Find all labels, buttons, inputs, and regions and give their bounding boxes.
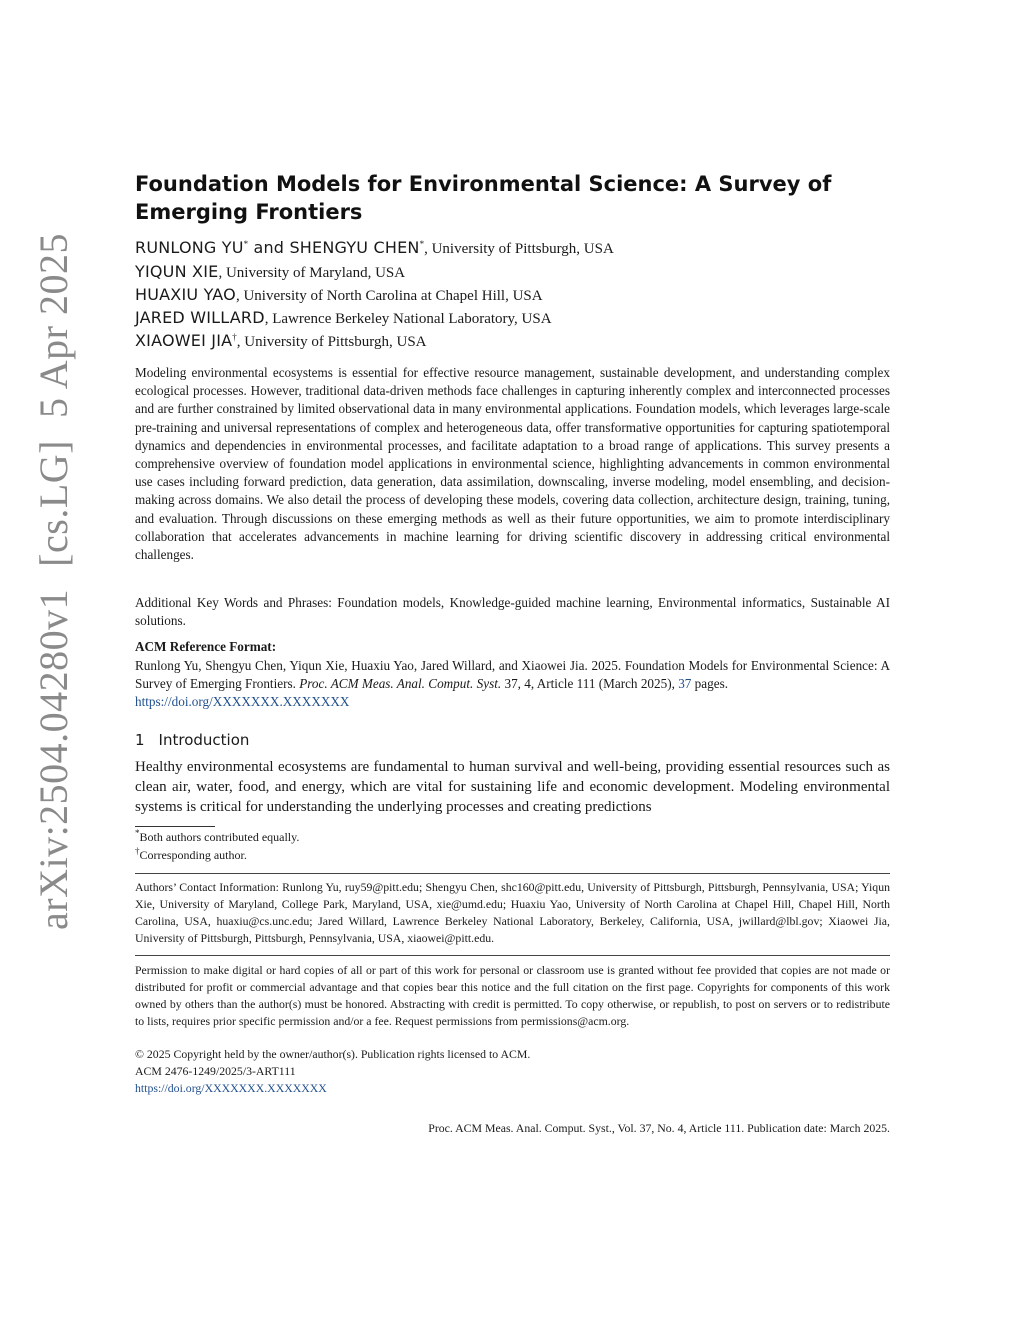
author-affiliation: , Lawrence Berkeley National Laboratory, USA — [264, 311, 552, 327]
introduction-paragraph: Healthy environmental ecosystems are fundamental to human survival and well-being, providing essential resources such as clean air, water, food, and energy, which are vital for sustaining life and economic development. Modeling environmental systems is critical for understanding the underlying processes and creating predictions — [135, 759, 890, 815]
author-affiliation: , University of Pittsburgh, USA — [236, 334, 427, 350]
acm-reference-pages-link[interactable]: 37 — [678, 676, 692, 692]
equal-contribution-mark: * — [243, 239, 249, 249]
permission-notice: Permission to make digital or hard copies of all or part of this work for personal or classroom use is granted without fee provided that copies are not made or distributed for profit or commercial advantage and that copies bear this notice and the full citation on the first page. Copyrights for components of this work owned by others than the author(s) must be honored. Abstracting with credit is permitted. To copy otherwise, or republish, to post on servers or to redistribute to lists, requires prior specific permission and/or a fee. Request permissions from permissions@acm.org. — [135, 963, 890, 1028]
acm-reference-details: 37, 4, Article 111 (March 2025), — [501, 676, 679, 692]
footnote-mark: * — [135, 828, 140, 838]
acm-reference — [135, 657, 890, 712]
footnote-text: Both authors contributed equally. — [139, 830, 300, 844]
section-title: Introduction — [158, 731, 250, 749]
author-line-5 — [135, 331, 427, 351]
acm-reference-pages-suffix: pages. — [691, 676, 728, 692]
author-name: XIAOWEI JIA — [135, 331, 233, 350]
keywords: Additional Key Words and Phrases: Foundation models, Knowledge-guided machine learning, Environmental informatics, Sustainable AI solutions. — [135, 595, 890, 629]
footnote-mark: † — [135, 846, 140, 856]
footnote-text: Corresponding author. — [139, 848, 247, 862]
acm-reference-text: Runlong Yu, Shengyu Chen, Yiqun Xie, Huaxiu Yao, Jared Willard, and Xiaowei Jia. 2025. Foundation Models for Environmental Science: A Survey of Emerging Frontiers. — [135, 658, 890, 692]
authors-contact-information: Authors’ Contact Information: Runlong Yu, ruy59@pitt.edu; Shengyu Chen, shc160@pitt.edu, University of Pittsburgh, Pittsburgh, Pennsylvania, USA; Yiqun Xie, University of Maryland, College Park, Maryland, USA, xie@umd.edu; Huaxiu Yao, University of North Carolina at Chapel Hill, Chapel Hill, North Carolina, USA, huaxiu@cs.unc.edu; Jared Willard, Lawrence Berkeley National Laboratory, Berkeley, California, USA, jwillard@lbl.gov; Xiaowei Jia, University of Pittsburgh, Pittsburgh, Pennsylvania, USA, xiaowei@pitt.edu. — [135, 880, 890, 945]
section-number: 1 — [135, 731, 145, 749]
equal-contribution-mark: * — [419, 239, 425, 249]
abstract: Modeling environmental ecosystems is essential for effective resource management, sustainable development, and understanding complex ecological processes. However, traditional data-driven methods face challenges in capturing inherently complex and interconnected processes and are further constrained by limited observational data in many environmental applications. Foundation models, which leverages large-scale pre-training and universal representations of complex and heterogeneous data, offer transformative opportunities for capturing spatiotemporal dynamics and dependencies in environmental processes, and facilitate adaptation to a broad range of applications. This survey presents a comprehensive overview of foundation model applications in environmental science, highlighting advancements in common environmental use cases including forward prediction, data generation, data assimilation, downscaling, inverse modeling, model ensembling, and decision-making across domains. We also detail the process of developing these models, covering data collection, architecture design, training, tuning, and evaluation. Through discussions on these emerging methods as well as their future opportunities, we aim to promote interdisciplinary collaboration that accelerates advancements in machine learning for driving scientific discovery in addressing critical environmental challenges. — [135, 365, 890, 563]
permission-rule — [135, 955, 890, 956]
author-line-1 — [135, 238, 614, 258]
footnote-equal-contribution — [135, 830, 299, 845]
author-name: SHENGYU CHEN — [289, 238, 420, 257]
acm-reference-journal: Proc. ACM Meas. Anal. Comput. Syst. — [299, 676, 502, 692]
page-footer: Proc. ACM Meas. Anal. Comput. Syst., Vol. 37, No. 4, Article 111. Publication date: March 2025. — [428, 1121, 890, 1135]
acm-identifier: ACM 2476-1249/2025/3-ART111 — [135, 1064, 296, 1078]
copyright-line: © 2025 Copyright held by the owner/author(s). Publication rights licensed to ACM. — [135, 1047, 531, 1061]
author-name: JARED WILLARD — [135, 308, 265, 327]
author-line-3 — [135, 285, 543, 305]
arxiv-id: arXiv:2504.04280v1 — [31, 588, 76, 930]
author-conjunction: and — [248, 238, 290, 257]
paper-title: Foundation Models for Environmental Science: A Survey of Emerging Frontiers — [135, 172, 832, 224]
acm-reference-doi-link[interactable]: https://doi.org/XXXXXXX.XXXXXXX — [135, 694, 350, 710]
author-affiliation: , University of North Carolina at Chapel Hill, USA — [235, 288, 543, 304]
acm-reference-heading: ACM Reference Format: — [135, 639, 277, 654]
contact-rule — [135, 873, 890, 874]
corresponding-author-mark: † — [232, 332, 237, 342]
arxiv-identifier-stamp — [30, 211, 77, 930]
section-heading-introduction — [135, 731, 249, 749]
author-affiliation: , University of Maryland, USA — [218, 265, 406, 281]
arxiv-category: [cs.LG] — [31, 440, 76, 567]
doi-link[interactable]: https://doi.org/XXXXXXX.XXXXXXX — [135, 1081, 327, 1095]
author-affiliation: , University of Pittsburgh, USA — [424, 241, 614, 257]
arxiv-date: 5 Apr 2025 — [31, 233, 76, 419]
author-name: YIQUN XIE — [135, 262, 219, 281]
author-line-4 — [135, 308, 552, 328]
footnote-corresponding-author — [135, 848, 247, 863]
author-line-2 — [135, 262, 405, 282]
author-name: RUNLONG YU — [135, 238, 244, 257]
footnote-rule — [135, 826, 215, 827]
author-name: HUAXIU YAO — [135, 285, 236, 304]
